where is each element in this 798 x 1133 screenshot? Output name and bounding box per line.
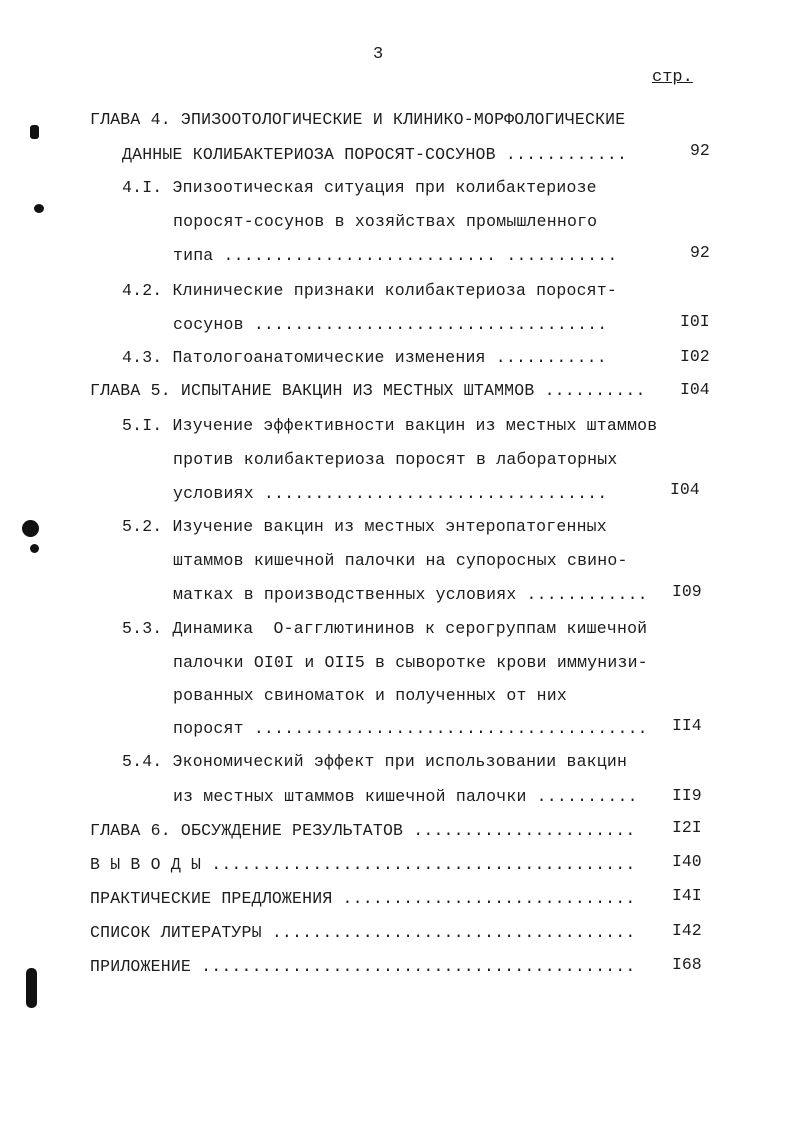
toc-section-5-1-cont: против колибактериоза поросят в лабораторных xyxy=(173,450,618,469)
toc-section-4-2: 4.2. Клинические признаки колибактериоза поросят- xyxy=(122,281,617,300)
toc-section-4-3-page: I02 xyxy=(680,347,710,366)
toc-section-4-2-cont: сосунов ................................... xyxy=(173,315,608,334)
toc-conclusions: В Ы В О Д Ы .......................................... xyxy=(90,855,636,874)
toc-section-5-3-cont: палочки ОI0I и ОII5 в сыворотке крови иммунизи- xyxy=(173,653,648,672)
scan-mark xyxy=(34,204,44,213)
toc-section-5-3-cont3: поросят ....................................... xyxy=(173,719,648,738)
toc-practical-proposals-page: I4I xyxy=(672,886,702,905)
toc-section-4-2-page: I0I xyxy=(680,312,710,331)
toc-chapter-6-page: I2I xyxy=(672,818,702,837)
toc-chapter-6-title: ГЛАВА 6. ОБСУЖДЕНИЕ РЕЗУЛЬТАТОВ ...................... xyxy=(90,821,636,840)
toc-section-5-2-cont2: матках в производственных условиях ............ xyxy=(173,585,648,604)
toc-section-5-1-page: I04 xyxy=(670,480,700,499)
toc-chapter-4-title-cont: ДАННЫЕ КОЛИБАКТЕРИОЗА ПОРОСЯТ-СОСУНОВ ............ xyxy=(122,145,628,164)
toc-chapter-5-page: I04 xyxy=(680,380,710,399)
toc-section-5-3: 5.3. Динамика О-агглютининов к серогруппам кишечной xyxy=(122,619,648,638)
toc-chapter-4-title: ГЛАВА 4. ЭПИЗООТОЛОГИЧЕСКИЕ И КЛИНИКО-МОРФОЛОГИЧЕСКИЕ xyxy=(90,110,626,129)
toc-appendix-page: I68 xyxy=(672,955,702,974)
toc-chapter-5-title: ГЛАВА 5. ИСПЫТАНИЕ ВАКЦИН ИЗ МЕСТНЫХ ШТАММОВ .......... xyxy=(90,381,646,400)
toc-chapter-4-page: 92 xyxy=(690,141,710,160)
toc-section-4-1-page: 92 xyxy=(690,243,710,262)
toc-appendix: ПРИЛОЖЕНИЕ ........................................... xyxy=(90,957,636,976)
scan-mark xyxy=(30,125,39,139)
toc-section-4-1-cont: поросят-сосунов в хозяйствах промышленного xyxy=(173,212,598,231)
toc-section-5-1: 5.I. Изучение эффективности вакцин из местных штаммов xyxy=(122,416,658,435)
toc-section-4-1: 4.I. Эпизоотическая ситуация при колибактериозе xyxy=(122,178,597,197)
toc-conclusions-page: I40 xyxy=(672,852,702,871)
toc-references: СПИСОК ЛИТЕРАТУРЫ .................................... xyxy=(90,923,636,942)
scan-mark xyxy=(30,544,39,553)
toc-section-5-2: 5.2. Изучение вакцин из местных энтеропатогенных xyxy=(122,517,607,536)
toc-section-5-3-page: II4 xyxy=(672,716,702,735)
toc-section-5-2-cont: штаммов кишечной палочки на супоросных свино- xyxy=(173,551,628,570)
toc-section-5-1-cont2: условиях .................................. xyxy=(173,484,608,503)
toc-section-5-4-page: II9 xyxy=(672,786,702,805)
toc-section-5-4: 5.4. Экономический эффект при использовании вакцин xyxy=(122,752,628,771)
page-number: 3 xyxy=(373,45,384,64)
toc-practical-proposals: ПРАКТИЧЕСКИЕ ПРЕДЛОЖЕНИЯ ............................. xyxy=(90,889,636,908)
toc-section-5-3-cont2: рованных свиноматок и полученных от них xyxy=(173,686,567,705)
toc-references-page: I42 xyxy=(672,921,702,940)
toc-section-5-2-page: I09 xyxy=(672,582,702,601)
toc-section-4-3: 4.3. Патологоанатомические изменения ........... xyxy=(122,348,607,367)
scan-mark xyxy=(22,520,39,537)
toc-section-5-4-cont: из местных штаммов кишечной палочки .......... xyxy=(173,787,638,806)
page-column-label: стр. xyxy=(652,68,693,87)
toc-section-4-1-cont2: типа ........................... ........... xyxy=(173,246,618,265)
scan-mark xyxy=(26,968,37,1008)
